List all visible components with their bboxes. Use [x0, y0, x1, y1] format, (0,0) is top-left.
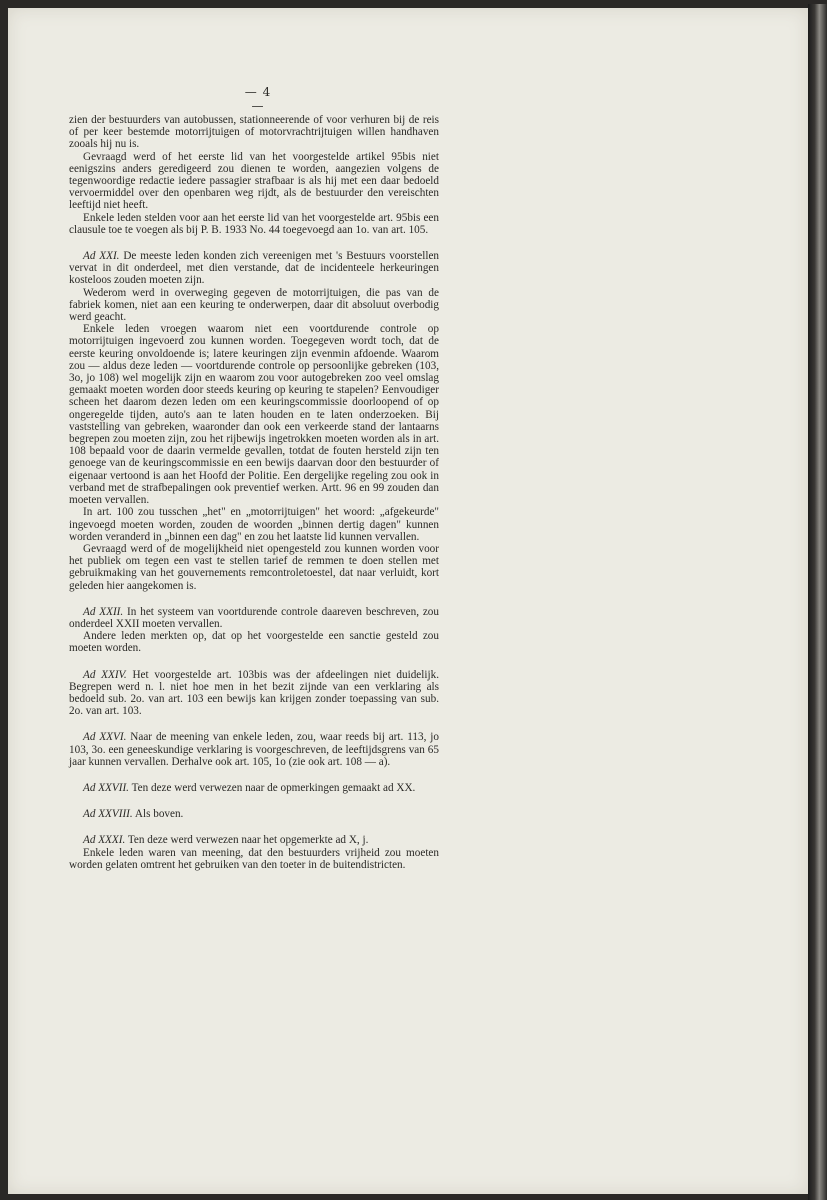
paragraph-p2 — [69, 151, 439, 212]
paragraph-p16 — [69, 847, 439, 871]
section-heading: Ad XXI. — [83, 250, 120, 263]
paragraph-p12 — [69, 731, 439, 768]
paragraph-text: In art. 100 zou tusschen „het" en „motorrijtuigen" het woord: „afgekeurde" ingevoegd moeten worden, zouden de woorden „binnen dertig dagen" kunnen worden veranderd in „binnen een dag" en zou het laatste lid kunnen vervallen. — [69, 506, 439, 543]
section-heading: Ad XXVIII. — [83, 808, 133, 821]
section-heading: Ad XXII. — [83, 605, 124, 618]
page-edge — [808, 4, 827, 1200]
section-heading: Ad XXXI. — [83, 834, 126, 847]
paragraph-p6 — [69, 323, 439, 506]
paragraph-p5 — [69, 287, 439, 324]
document-page — [8, 8, 808, 1194]
paragraph-p3 — [69, 212, 439, 236]
paragraph-text: Enkele leden stelden voor aan het eerste lid van het voorgestelde art. 95bis een clausule toe te voegen als bij P. B. 1933 No. 44 toegevoegd aan 1o. van art. 105. — [69, 211, 439, 236]
paragraph-p10 — [69, 630, 439, 654]
paragraph-text: Gevraagd werd of het eerste lid van het voorgestelde artikel 95bis niet eenigszins anders geredigeerd zou dienen te worden, aangezien volgens de tegenwoordige redactie iedere passagier strafbaar is als hij met een daar bedoeld vervoermiddel over den openbaren weg rijdt, als de bestuurder den vereischten leeftijd niet heeft. — [69, 150, 439, 212]
paragraph-p1 — [69, 114, 439, 151]
paragraph-text: Enkele leden waren van meening, dat den bestuurders vrijheid zou moeten worden gelaten omtrent het gebruiken van den toeter in de buitendistricten. — [69, 846, 439, 871]
paragraph-text: Enkele leden vroegen waarom niet een voortdurende controle op motorrijtuigen ingevoerd zou kunnen worden. Toegegeven wordt toch, dat de eerste keuring onvoldoende is; latere keuringen zijn evenmin afdoende. Waarom zou — aldus deze leden — voortdurende controle op persoonlijke gebreken (103, 3o, jo 108) wel mogelijk zijn en waarom zou voor autogebreken zoo veel omslag gemaakt moeten worden door steeds keuring op keuring te stapelen? Eenvoudiger scheen het daarom dezen leden om een keuringscommissie doorloopend of op ongeregelde tijden, auto's aan te laten houden en te laten onderzoeken. Bij vaststelling van gebreken, waaronder dan ook een verkeerde stand der lantaarns begrepen zou moeten zijn, zou het rijbewijs ingetrokken moeten worden als in art. 108 bepaald voor de daarin vermelde gevallen, totdat de fouten hersteld zijn ten genoege van de keuringscommissie en een bewijs daarvan door den bestuurder of eigenaar vertoond is aan het Hoofd der Politie. Een dergelijke regeling zou ook in verband met de strafbepalingen ook preventief werken. Artt. 96 en 99 zouden dan moeten vervallen. — [69, 323, 439, 507]
paragraph-text: Gevraagd werd of de mogelijkheid niet opengesteld zou kunnen worden voor het publiek om tegen een vast te stellen tarief de remmen te doen stellen met gebruikmaking van het gouvernements remcontroletoestel, dat naar verluidt, kort geleden hier aangekomen is. — [69, 542, 439, 592]
paragraph-text: zien der bestuurders van autobussen, stationneerende of voor verhuren bij de reis of per keer bestemde motorrijtuigen of motorvrachtrijtuigen willen handhaven zooals hij nu is. — [69, 114, 439, 151]
section-heading: Ad XXVI. — [83, 731, 127, 744]
paragraph-p4 — [69, 250, 439, 287]
paragraph-p7 — [69, 506, 439, 543]
section-heading: Ad XXVII. — [83, 781, 129, 794]
paragraph-text: Als boven. — [132, 808, 184, 821]
paragraph-text: Ten deze werd verwezen naar de opmerkingen gemaakt ad XX. — [128, 781, 416, 794]
paragraph-p14 — [69, 808, 439, 820]
paragraph-p9 — [69, 606, 439, 630]
paragraph-text: De meeste leden konden zich vereenigen met 's Bestuurs voorstellen vervat in dit onderdeel, met dien verstande, dat de incidenteele herkeuringen kosteloos zouden moeten zijn. — [69, 250, 440, 287]
section-heading: Ad XXIV. — [83, 668, 127, 681]
paragraph-text: Wederom werd in overweging gegeven de motorrijtuigen, die pas van de fabriek komen, niet aan een keuring te onderwerpen, daar dit absoluut overbodig werd geacht. — [69, 286, 439, 324]
page-number: — 4 — — [244, 85, 272, 113]
paragraph-text: Ten deze werd verwezen naar het opgemerkte ad X, j. — [125, 834, 369, 847]
paragraph-text: Andere leden merkten op, dat op het voorgestelde een sanctie gesteld zou moeten worden. — [69, 630, 439, 655]
paragraph-p13 — [69, 782, 439, 794]
paragraph-p11 — [69, 669, 439, 718]
paragraph-text: In het systeem van voortdurende controle daareven beschreven, zou onderdeel XXII moeten vervallen. — [69, 605, 439, 630]
document-body — [69, 114, 439, 871]
paragraph-text: Naar de meening van enkele leden, zou, waar reeds bij art. 113, jo 103, 3o. een geneeskundige verklaring is voorgeschreven, de leeftijdsgrens van 65 jaar kunnen vervallen. Derhalve ook art. 105, 1o (zie ook art. 108 — a). — [69, 731, 440, 768]
paragraph-p8 — [69, 543, 439, 592]
paragraph-p15 — [69, 834, 439, 846]
paragraph-text: Het voorgestelde art. 103bis was der afdeelingen niet duidelijk. Begrepen werd n. l. niet hoe men in het bezit zijnde van een verklaring als bedoeld sub. 2o. van art. 103 een bewijs kan krijgen zonder toepassing van sub. 2o. van art. 103. — [69, 668, 439, 718]
